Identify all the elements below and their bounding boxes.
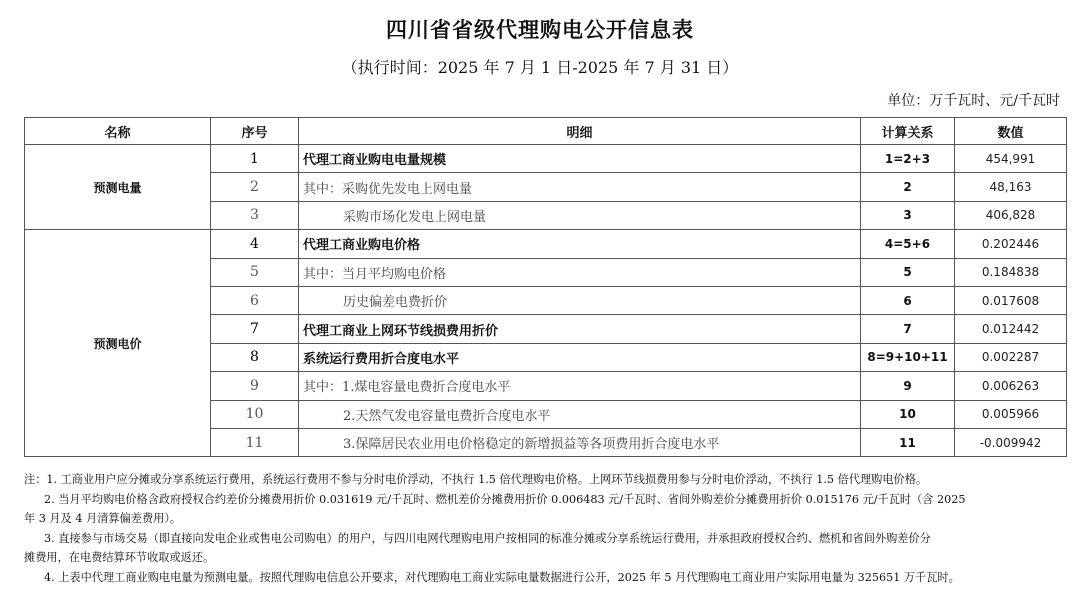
footnote-2-cont: 年 3 月及 4 月清算偏差费用）。: [24, 512, 182, 525]
row-seq: 11: [211, 428, 299, 456]
page-subtitle: （执行时间：2025 年 7 月 1 日-2025 年 7 月 31 日）: [341, 58, 739, 77]
row-calc: 10: [861, 400, 955, 428]
row-detail: 其中：采购优先发电上网电量: [299, 173, 861, 201]
row-seq: 5: [211, 258, 299, 286]
header-calc: 计算关系: [861, 118, 955, 145]
header-detail: 明细: [299, 118, 861, 145]
footnote-3: 3. 直接参与市场交易（即直接向发电企业或售电公司购电）的用户，与四川电网代理购电用户按相同的标准分摊或分享系统运行费用，并承担政府授权合约、燃机和省间外购差价分: [44, 531, 931, 545]
row-value: 454,991: [955, 145, 1067, 173]
row-detail: [299, 400, 861, 428]
row-seq: 7: [211, 315, 299, 343]
row-detail-text: 采购市场化发电上网电量: [343, 209, 487, 225]
unit-label: 单位：万千瓦时、元/千瓦时: [887, 93, 1060, 109]
row-detail: 其中：1.煤电容量电费折合度电水平: [299, 372, 861, 400]
row-detail-text: 历史偏差电费折价: [343, 295, 448, 311]
row-seq: 4: [211, 230, 299, 258]
row-detail: 代理工商业购电电量规模: [299, 145, 861, 173]
row-calc: 1=2+3: [861, 145, 955, 173]
row-seq: 2: [211, 173, 299, 201]
row-detail: [299, 286, 861, 314]
row-calc: 9: [861, 372, 955, 400]
row-value: 0.184838: [955, 258, 1067, 286]
row-value: 0.012442: [955, 315, 1067, 343]
row-calc: 4=5+6: [861, 230, 955, 258]
table-row: [25, 145, 1067, 173]
info-table: [24, 117, 1067, 457]
row-detail: 代理工商业购电价格: [299, 230, 861, 258]
footnote-4: 4. 上表中代理工商业购电电量为预测电量。按照代理购电信息公开要求，对代理购电工商业实际电量数据进行公开，2025 年 5 月代理购电工商业用户实际用电量为 325651 万千瓦时。: [44, 570, 960, 584]
header-value: 数值: [955, 118, 1067, 145]
header-seq: 序号: [211, 118, 299, 145]
row-value: 48,163: [955, 173, 1067, 201]
row-detail-text: 3.保障居民农业用电价格稳定的新增损益等各项费用折合度电水平: [343, 437, 720, 453]
row-calc: 6: [861, 286, 955, 314]
row-detail-text: 2.天然气发电容量电费折合度电水平: [343, 408, 551, 424]
row-detail: 代理工商业上网环节线损费用折价: [299, 315, 861, 343]
row-value: 0.006263: [955, 372, 1067, 400]
footnote-2: 2. 当月平均购电价格含政府授权合约差价分摊费用折价 0.031619 元/千瓦时、燃机差价分摊费用折价 0.006483 元/千瓦时、省间外购差价分摊费用折价 0.015176 元/千瓦时（含 2025: [44, 492, 966, 506]
row-calc: 2: [861, 173, 955, 201]
footnotes: [24, 470, 1060, 587]
table-row: [25, 230, 1067, 258]
page-title: 四川省省级代理购电公开信息表: [386, 17, 694, 42]
group-label-forecast-volume: 预测电量: [25, 145, 211, 230]
row-detail: 其中：当月平均购电价格: [299, 258, 861, 286]
row-calc: 3: [861, 201, 955, 229]
row-calc: 7: [861, 315, 955, 343]
row-seq: 8: [211, 343, 299, 371]
row-calc: 11: [861, 428, 955, 456]
footnote-3-cont: 摊费用，在电费结算环节收取或返还。: [24, 551, 215, 564]
row-seq: 9: [211, 372, 299, 400]
row-value: 0.202446: [955, 230, 1067, 258]
row-value: 406,828: [955, 201, 1067, 229]
row-calc: 8=9+10+11: [861, 343, 955, 371]
row-seq: 6: [211, 286, 299, 314]
row-detail: [299, 428, 861, 456]
row-seq: 3: [211, 201, 299, 229]
row-value: 0.002287: [955, 343, 1067, 371]
row-detail: [299, 201, 861, 229]
footnote-1: 注：1. 工商业用户应分摊或分享系统运行费用，系统运行费用不参与分时电价浮动，不执行 1.5 倍代理购电价格。上网环节线损费用参与分时电价浮动，不执行 1.5 倍代理购电价格。: [24, 473, 928, 486]
table-header-row: [25, 118, 1067, 145]
row-seq: 1: [211, 145, 299, 173]
row-calc: 5: [861, 258, 955, 286]
row-detail: 系统运行费用折合度电水平: [299, 343, 861, 371]
row-value: -0.009942: [955, 428, 1067, 456]
row-value: 0.017608: [955, 286, 1067, 314]
group-label-forecast-price: 预测电价: [25, 230, 211, 457]
row-seq: 10: [211, 400, 299, 428]
row-value: 0.005966: [955, 400, 1067, 428]
header-name: 名称: [25, 118, 211, 145]
